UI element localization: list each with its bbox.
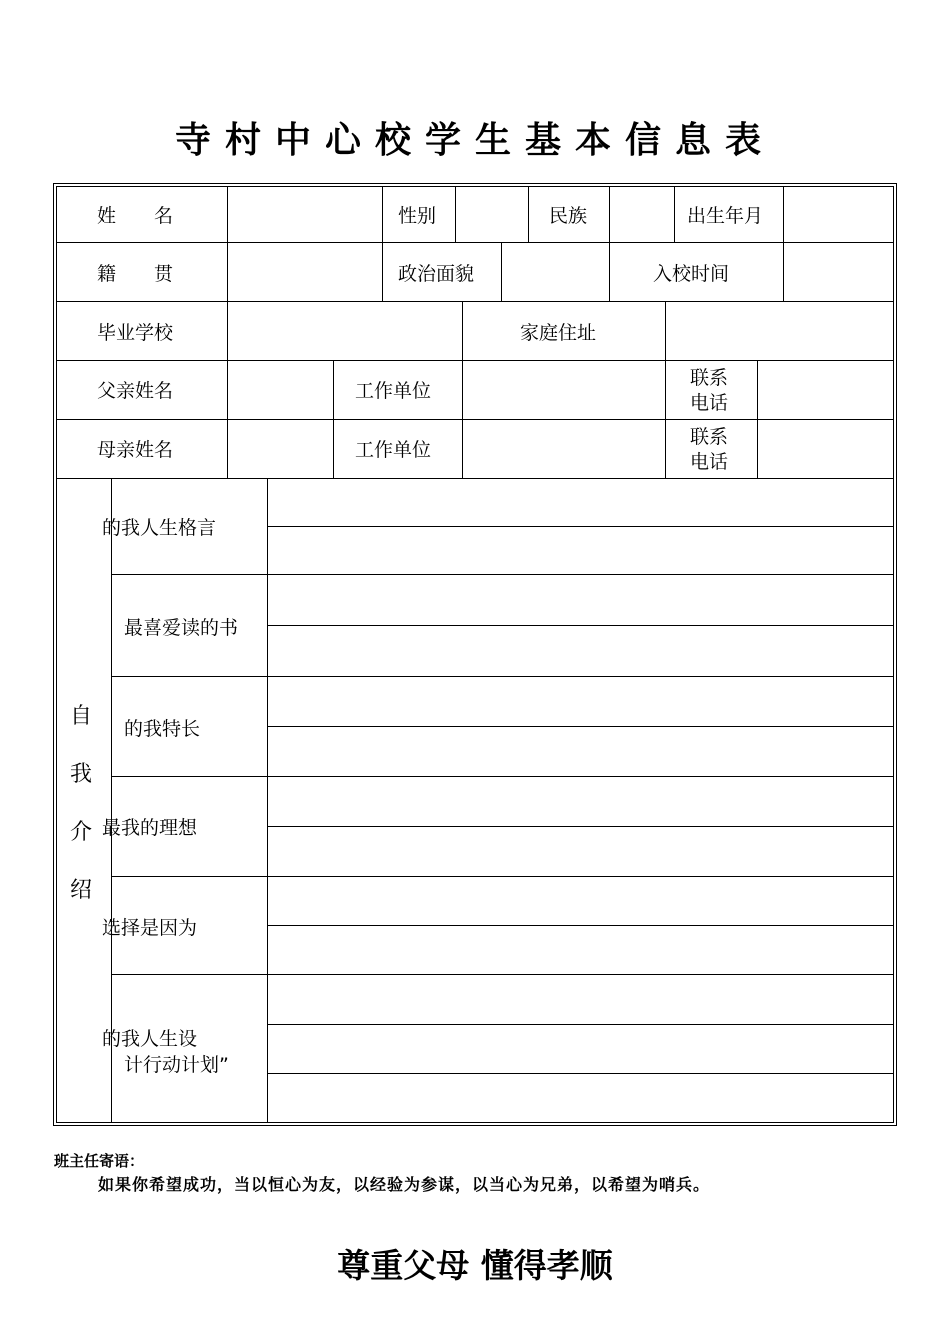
- mother-phone-label: 电话: [690, 451, 729, 473]
- page-title: 寺村中心校学生基本信息表: [174, 119, 775, 161]
- col-divider: [333, 360, 334, 478]
- col-divider: [609, 186, 610, 301]
- writing-line[interactable]: [267, 625, 894, 626]
- col-divider: [382, 186, 383, 301]
- motto-label: 的我人生格言: [102, 517, 217, 539]
- group-divider: [111, 876, 894, 877]
- row-divider: [56, 301, 894, 302]
- writing-line[interactable]: [267, 1073, 894, 1074]
- col-divider: [757, 360, 758, 478]
- writing-line[interactable]: [267, 726, 894, 727]
- writing-line[interactable]: [267, 1024, 894, 1025]
- group-divider: [111, 974, 894, 975]
- teacher-remark-title: 班主任寄语：: [54, 1152, 145, 1170]
- reason-label: 选择是因为: [102, 917, 198, 939]
- col-divider: [462, 301, 463, 478]
- group-divider: [111, 676, 894, 677]
- plan-label: 计行动计划”: [124, 1054, 229, 1076]
- writing-line[interactable]: [267, 925, 894, 926]
- enroll-label: 入校时间: [653, 263, 730, 285]
- address-label: 家庭住址: [520, 322, 597, 344]
- writing-line[interactable]: [267, 526, 894, 527]
- col-divider: [674, 186, 675, 242]
- self-intro-label: 自 我 介 绍: [69, 704, 92, 903]
- group-divider: [111, 574, 894, 575]
- row-divider: [56, 360, 894, 361]
- form-table: [56, 186, 894, 1123]
- mother-name-label: 母亲姓名: [97, 439, 174, 461]
- ideal-label: 最我的理想: [102, 817, 198, 839]
- col-divider: [227, 186, 228, 478]
- father-work-label: 工作单位: [355, 380, 432, 402]
- skill-label: 的我特长: [124, 718, 201, 740]
- name-label: 姓 名: [97, 205, 174, 227]
- ethnicity-label: 民族: [549, 205, 588, 227]
- col-divider: [501, 242, 502, 301]
- group-divider: [111, 776, 894, 777]
- col-divider: [665, 301, 666, 478]
- father-phone-label: 联系: [690, 367, 729, 389]
- school-label: 毕业学校: [97, 322, 174, 344]
- plan-label: 的我人生设: [102, 1028, 198, 1050]
- writing-line[interactable]: [267, 826, 894, 827]
- gender-label: 性别: [398, 205, 437, 227]
- row-divider: [56, 478, 894, 479]
- hometown-label: 籍 贯: [97, 263, 174, 285]
- birth-label: 出生年月: [687, 205, 764, 227]
- slogan: 尊重父母 懂得孝顺: [337, 1246, 613, 1285]
- father-name-label: 父亲姓名: [97, 380, 174, 402]
- col-divider: [783, 186, 784, 301]
- mother-phone-label: 联系: [690, 426, 729, 448]
- col-divider: [528, 186, 529, 242]
- political-label: 政治面貌: [398, 263, 475, 285]
- book-label: 最喜爱读的书: [124, 617, 239, 639]
- teacher-remark-body: 如果你希望成功，当以恒心为友，以经验为参谋，以当心为兄弟，以希望为哨兵。: [98, 1175, 711, 1194]
- row-divider: [56, 419, 894, 420]
- row-divider: [56, 242, 894, 243]
- mother-work-label: 工作单位: [355, 439, 432, 461]
- father-phone-label: 电话: [690, 392, 729, 414]
- col-divider: [455, 186, 456, 242]
